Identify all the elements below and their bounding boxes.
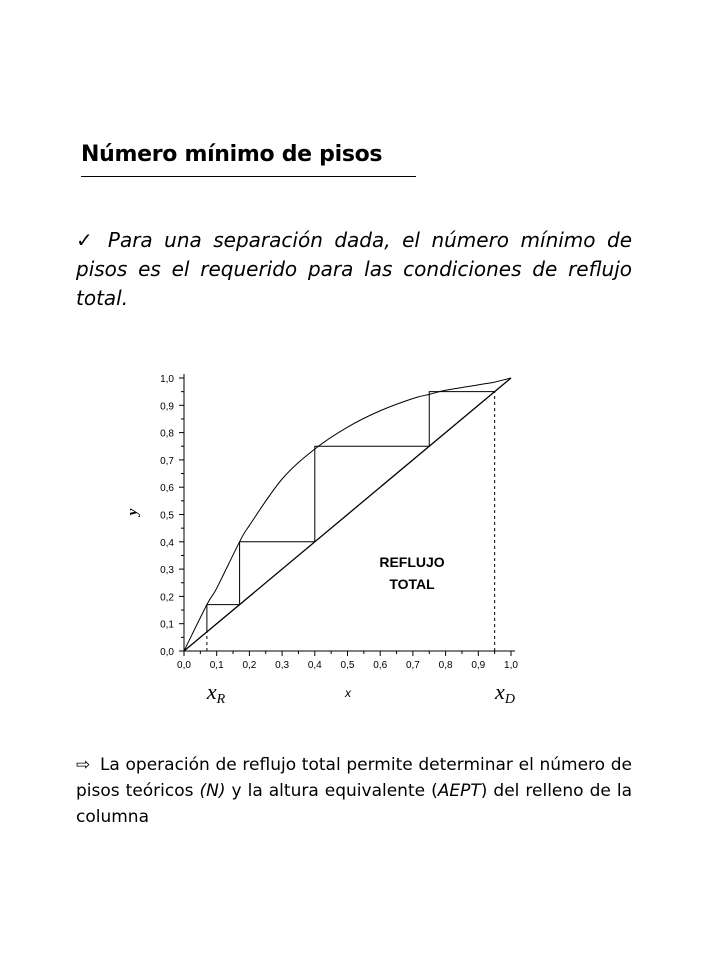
x-axis-label: x [345, 686, 351, 700]
y-tick-label: 0,9 [160, 401, 174, 413]
x-tick-label: 0,2 [242, 660, 257, 671]
diagonal-line [184, 378, 511, 651]
y-tick-label: 0,3 [160, 565, 174, 577]
xr-label [206, 679, 226, 707]
y-tick-label: 0,1 [160, 619, 174, 631]
bullet-2-text-b: y la altura equivalente ( [225, 781, 438, 801]
bullet-2-text-n: (N) [199, 781, 226, 801]
xr-label-subscript: R [216, 692, 226, 707]
xd-label-subscript: D [504, 692, 515, 707]
xd-label-base: x [495, 679, 505, 704]
arrow-right-icon: ⇨ [76, 755, 91, 775]
annotation-line-2: TOTAL [389, 576, 435, 592]
x-tick-label: 0,6 [373, 660, 388, 671]
bullet-paragraph-2 [76, 752, 632, 830]
y-tick-label: 1,0 [160, 374, 174, 385]
bullet-1-text: Para una separación dada, el número mínimo de pisos es el requerido para las condiciones de reflujo total. [76, 228, 632, 310]
annotation-line-1: REFLUJO [379, 554, 445, 570]
x-tick-label: 1,0 [504, 660, 518, 671]
y-tick-label: 0,4 [160, 537, 174, 549]
bullet-2-text-a: La operación de reflujo total permite determinar el número de pisos teóricos [76, 755, 632, 801]
y-tick-label: 0,5 [160, 510, 174, 522]
checkmark-icon: ✓ [76, 228, 98, 252]
bullet-2-text-aept: AEPT [437, 781, 481, 801]
xr-label-base: x [206, 679, 217, 704]
x-tick-label: 0,8 [438, 660, 453, 671]
x-tick-label: 0,9 [471, 660, 486, 671]
x-tick-label: 0,0 [177, 660, 191, 671]
xd-label [494, 679, 515, 707]
y-tick-label: 0,7 [160, 455, 174, 467]
bullet-2-text-c: ) del relleno de la columna [76, 781, 632, 827]
x-tick-label: 0,4 [307, 660, 322, 671]
y-tick-label: 0,8 [160, 428, 174, 440]
y-axis-label: y [125, 508, 141, 516]
x-tick-label: 0,1 [209, 660, 224, 671]
x-tick-label: 0,5 [340, 660, 355, 671]
y-tick-label: 0,2 [160, 592, 174, 604]
y-tick-label: 0,0 [160, 647, 174, 658]
x-tick-label: 0,7 [405, 660, 420, 671]
page-title: Número mínimo de pisos [81, 142, 383, 167]
x-tick-label: 0,3 [275, 660, 290, 671]
y-tick-label: 0,6 [160, 483, 174, 495]
